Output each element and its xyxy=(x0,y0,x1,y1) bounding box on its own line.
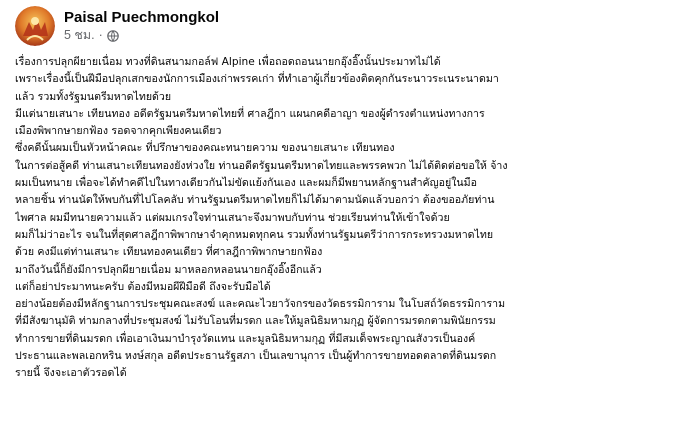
post-text-line: เมืองพิพากษายกฟ้อง รอดจากคุกเพียงคนเดียว xyxy=(15,125,222,138)
post-text-line: มาถึงวันนี้ก็ยังมีการปลุกผียายเนื่อม มาหลอกหลอนนายกอุ๊งอิ๊งอีกแล้ว xyxy=(15,263,322,276)
post-body xyxy=(15,54,687,383)
post-text-line: ทำการขายที่ดินมรดก เพื่อเอาเงินมาบำรุงวัดแทน และมูลนิธิมหามกุฏ ที่มีสมเด็จพระญาณสังวรเป็นองค์ xyxy=(15,332,476,345)
post-text-line: แล้ว รวมทั้งรัฐมนตรีมหาดไทยด้วย xyxy=(15,90,172,103)
post-text-line: ซึ่งคดีนั้นผมเป็นหัวหน้าคณะ ที่ปรึกษาของคณะทนายความ ของนายเสนาะ เทียนทอง xyxy=(15,142,395,155)
post-timestamp[interactable]: 5 ชม. xyxy=(64,28,95,42)
post-subline xyxy=(64,27,219,44)
post-header xyxy=(15,6,219,46)
post-text-line: ประธานและพลเอกหริน หงษ์สกุล อดีตประธานรัฐสภา เป็นเลขานุการ เป็นผู้ทำการขายทอดตลาดที่ดินมรดก xyxy=(15,350,497,363)
post-text-line: ผมเป็นทนาย เพื่อจะได้ทำคดีไปในทางเดียวกันไม่ขัดแย้งกันเอง และผมก็มีพยานหลักฐานสำคัญอยู่ในมือ xyxy=(15,177,477,190)
post-meta xyxy=(64,8,219,44)
post-text-line: ผมก็ไม่ว่าอะไร จนในที่สุดศาลฎีกาพิพากษาจำคุกหมดทุกคน รวมทั้งท่านรัฐมนตรีว่าการกระทรวงมหาดไทย xyxy=(15,228,494,241)
post-text-line: เรื่องการปลุกผียายเนื่อม ทวงที่ดินสนามกอล์ฟ Alpine เพื่อถอดถอนนายกอุ๊งอิ๊งนั้นประมาทไม่ได้ xyxy=(15,56,441,68)
post-text-line: ไพศาล ผมมีทนายความแล้ว แต่ผมเกรงใจท่านเสนาะจึงมาพบกับท่าน ช่วยเรียนท่านให้เข้าใจด้วย xyxy=(15,211,450,224)
post-text-line: ที่มีสังฆานุมัติ ท่ามกลางที่ประชุมสงฆ์ ไม่รับโอนที่มรดก และให้มูลนิธิมหามกุฏ ผู้จัดการมรดกตามพินัยกรรม xyxy=(15,315,496,328)
globe-icon[interactable] xyxy=(107,30,119,42)
post-text-line: อย่างน้อยต้องมีหลักฐานการประชุมคณะสงฆ์ และคณะไวยาวัจกรของวัดธรรมิการาม ในโบสถ์วัดธรรมิการาม xyxy=(15,298,506,311)
author-avatar[interactable] xyxy=(15,6,55,46)
separator-dot: · xyxy=(98,28,103,42)
post-text-line: ด้วย คงมีแต่ท่านเสนาะ เทียนทองคนเดียว ที่ศาลฎีกาพิพากษายกฟ้อง xyxy=(15,246,323,259)
post-text-line: แต่ก็อย่าประมาทนะครับ ต้องมีหมอผีฝีมือดี ถึงจะรับมือได้ xyxy=(15,280,271,293)
post-text-line: มีแต่นายเสนาะ เทียนทอง อดีตรัฐมนตรีมหาดไทยที่ ศาลฎีกา แผนกคดีอาญา ของผู้ดำรงตำแหน่งทางการ xyxy=(15,107,485,120)
post-text-line: เพราะเรื่องนี้เป็นฝีมือปลุกเสกของนักการเมืองเก่าพรรคเก่า ที่ทำเอาผู้เกี่ยวข้องติดคุกกันระนาวระเนระนาดมา xyxy=(15,73,499,86)
post-text-line: หลายชิ้น ท่านนัดให้พบกันที่ไปโลคลับ ท่านรัฐมนตรีมหาดไทยก็ไม่ได้มาตามนัดแล้วบอกว่า ต้องขออภัยท่าน xyxy=(15,194,495,207)
post-text-line: รายนี้ จึงจะเอาตัวรอดได้ xyxy=(15,367,127,380)
post-text-line: ในการต่อสู้คดี ท่านเสนาะเทียนทองยังห่วงใย ท่านอดีตรัฐมนตรีมหาดไทยและพรรคพวก ไม่ได้ติดต่อขอให้ จ้าง xyxy=(15,159,508,172)
author-name[interactable]: Paisal Puechmongkol xyxy=(64,9,220,26)
